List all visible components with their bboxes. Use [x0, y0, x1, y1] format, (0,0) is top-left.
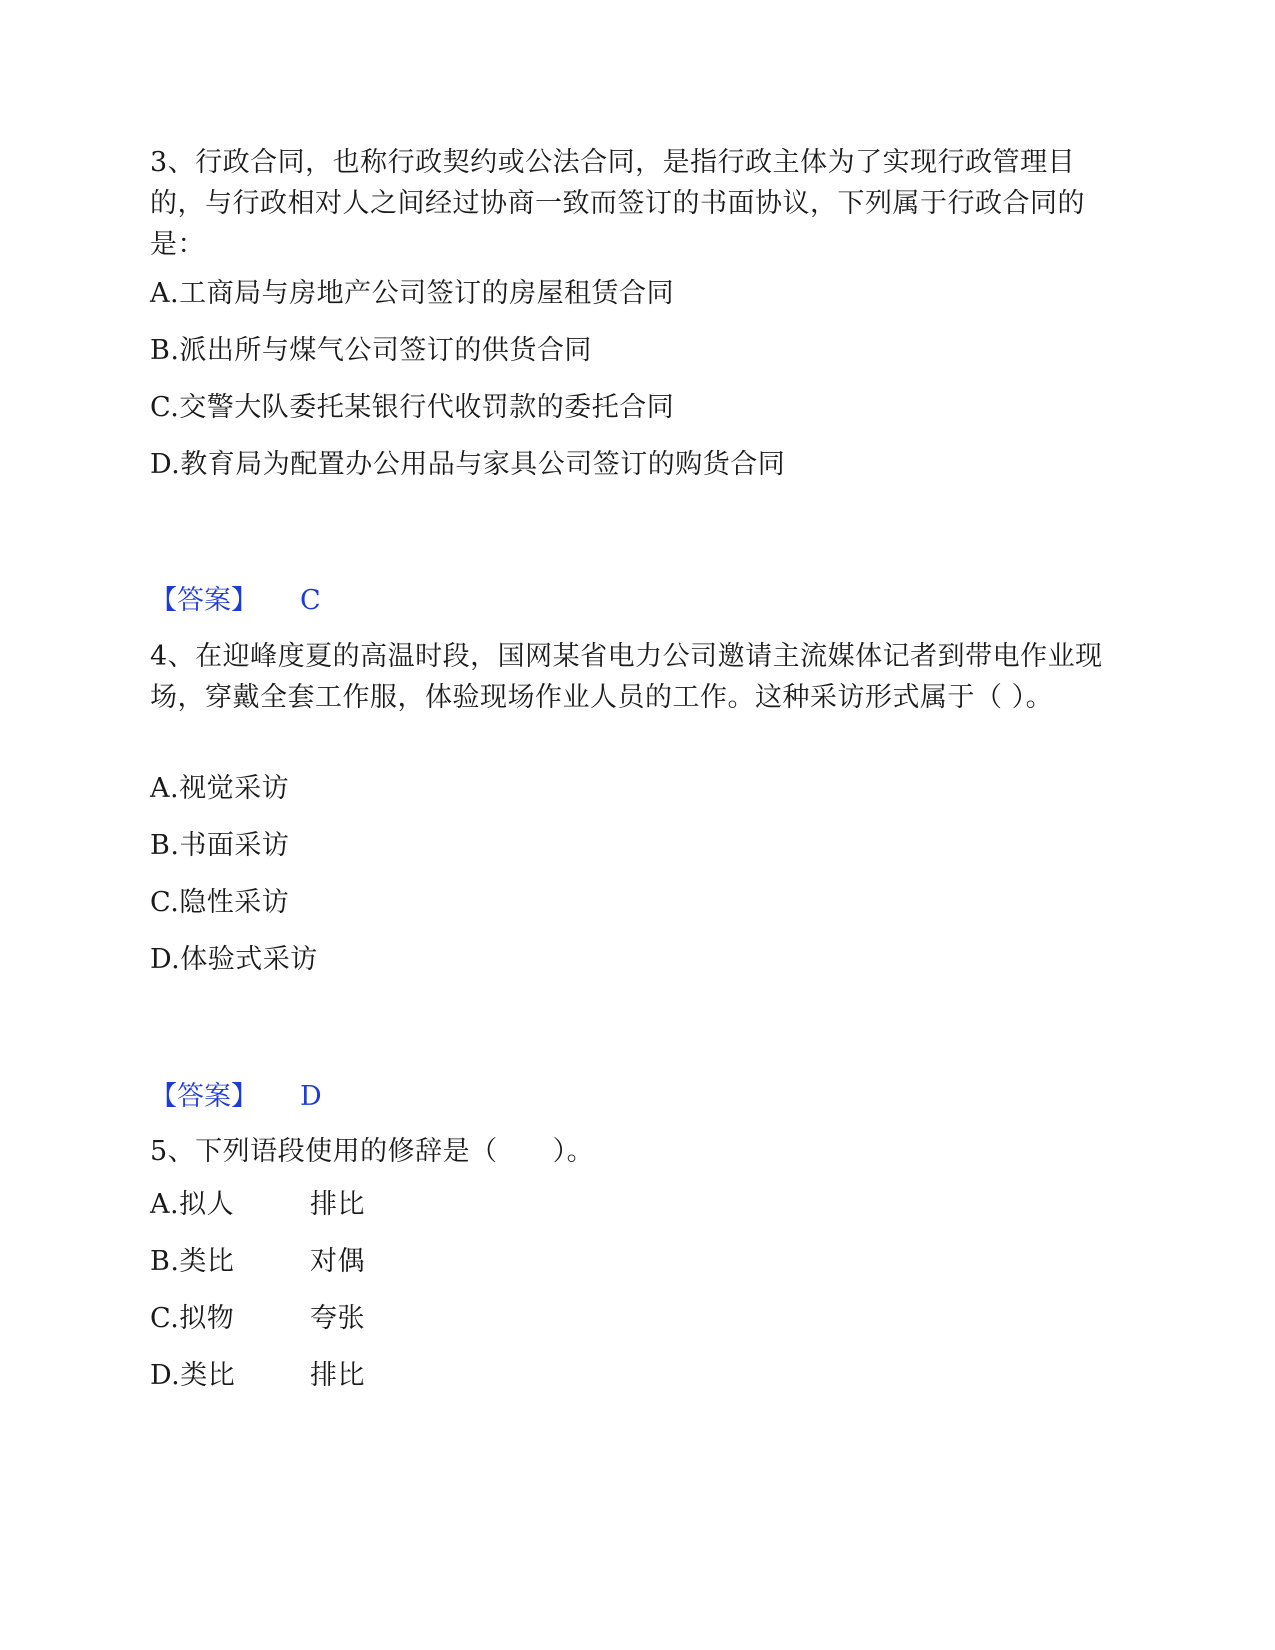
question-5-option-c — [150, 1301, 1125, 1358]
question-5-stem: 5、下列语段使用的修辞是（ ）。 — [150, 1136, 595, 1167]
answer-value: C — [300, 585, 321, 616]
question-3-option-c: C.交警大队委托某银行代收罚款的委托合同 — [150, 392, 675, 423]
option-a-first: A.拟人 — [150, 1189, 235, 1220]
question-3 — [150, 142, 1125, 265]
question-3-option-d: D.教育局为配置办公用品与家具公司签订的购货合同 — [150, 449, 786, 480]
question-5-option-b — [150, 1244, 1125, 1301]
question-4-option-d: D.体验式采访 — [150, 944, 318, 975]
question-4-option-c: C.隐性采访 — [150, 887, 290, 918]
question-5-options — [150, 1187, 1125, 1415]
option-c-second: 夸张 — [310, 1303, 365, 1334]
question-3-options — [150, 276, 1125, 504]
question-5-option-d — [150, 1358, 1125, 1415]
question-5-option-a — [150, 1187, 1125, 1244]
answer-label: 【答案】 — [150, 1081, 258, 1112]
question-4-stem: 4、在迎峰度夏的高温时段，国网某省电力公司邀请主流媒体记者到带电作业现场，穿戴全套工作服，体验现场作业人员的工作。这种采访形式属于（ ）。 — [150, 641, 1103, 713]
question-3-stem: 3、行政合同，也称行政契约或公法合同，是指行政主体为了实现行政管理目的，与行政相对人之间经过协商一致而签订的书面协议，下列属于行政合同的是： — [150, 147, 1085, 260]
answer-value: D — [300, 1081, 322, 1112]
question-4-option-a: A.视觉采访 — [150, 773, 290, 804]
question-5 — [150, 1131, 1125, 1172]
option-d-first: D.类比 — [150, 1360, 236, 1391]
question-3-option-a: A.工商局与房地产公司签订的房屋租赁合同 — [150, 278, 675, 309]
question-4-option-b: B.书面采访 — [150, 830, 290, 861]
question-3-option-b: B.派出所与煤气公司签订的供货合同 — [150, 335, 592, 366]
option-a-second: 排比 — [310, 1189, 365, 1220]
option-b-second: 对偶 — [310, 1246, 365, 1277]
question-4-answer — [150, 1079, 322, 1114]
answer-label: 【答案】 — [150, 585, 258, 616]
question-4 — [150, 636, 1125, 718]
option-d-second: 排比 — [310, 1360, 365, 1391]
question-4-options — [150, 771, 1125, 999]
option-c-first: C.拟物 — [150, 1303, 235, 1334]
option-b-first: B.类比 — [150, 1246, 235, 1277]
question-3-answer — [150, 583, 321, 618]
